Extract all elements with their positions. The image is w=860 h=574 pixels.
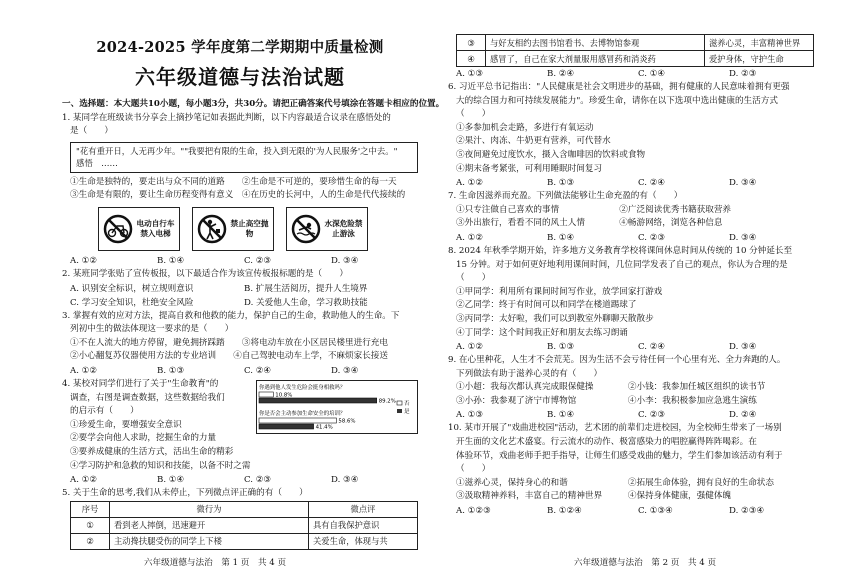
exam-title: 2024-2025 学年度第二学期期中质量检测 — [96, 39, 384, 56]
q10-stem-cont: 体验环节，戏曲老师手把手指导，让师生们感受戏曲的魅力，学生们参加该活动有利于 — [456, 450, 783, 461]
q8-stem: 8. 2024 年秋季学期开始，许多地方义务教育学校将课间休息时间从传统的 10 分钟延长至 — [448, 245, 793, 256]
q6-statement-3: ⑤夜间避免过度饮水，摄入含咖啡因的饮料或食物 — [456, 149, 646, 160]
q4-option-b: B. ①④ — [157, 475, 185, 486]
q9-option-a: A. ①③ — [456, 410, 484, 421]
table-cell: ① — [71, 517, 110, 533]
survey-bar-chart — [256, 380, 418, 434]
exam-subtitle: 六年级道德与法治试题 — [135, 65, 345, 89]
q1-stem: 1. 某同学在班级读书分享会上摘抄笔记如表据此判断，以下内容最适合议录在感悟处的 — [62, 112, 391, 123]
q7-option-a: A. ①② — [456, 232, 484, 243]
q6-option-c: C. ②④ — [638, 178, 666, 189]
chart-data-label: 10.8% — [275, 392, 293, 399]
q1-option-a: A. ①② — [70, 255, 98, 266]
q8-statement-1: ①甲同学：利用所有课间时间写作业，放学回家打游戏 — [456, 286, 663, 297]
q7-statement-1: ①只专注做自己喜欢的事情 ②广泛阅读优秀书籍获取营养 — [456, 204, 732, 215]
q3-option-a: A. ①② — [70, 365, 98, 376]
q9-options — [448, 408, 820, 422]
q7-stem: 7. 生命因滋养而充盈。下列做法能够让生命充盈的有（ ） — [448, 191, 683, 202]
q6-statement-2: ②果汁、肉冻、牛奶更有营养，可代替水 — [456, 136, 611, 147]
table-header-cell: 微点评 — [309, 501, 418, 517]
q10-stem-cont: （ ） — [456, 464, 491, 475]
q2-option-b: B. 扩展生活阅历，提升人生境界 — [244, 283, 368, 294]
q4-statement-2: ②要学会向他人求助，挖掘生命的力量 — [70, 433, 217, 444]
sign-label: 禁止高空抛物 — [230, 218, 269, 238]
table-cell: 感冒了，自己在家大剂量服用感冒药和消炎药 — [486, 51, 705, 67]
q9-option-b: B. ①④ — [547, 410, 575, 421]
q3-option-d: D. ③④ — [331, 365, 359, 376]
table-row — [71, 517, 418, 533]
table-cell: 爱护身体，守护生命 — [705, 51, 814, 67]
q1-quote-tail: 感悟 …… — [76, 158, 118, 169]
sign-no-swimming — [286, 207, 368, 251]
q10-option-c: C. ①③④ — [638, 506, 673, 517]
q10-stem-cont: 开生面的文化艺术盛宴。行云流水的动作、极富感染力的唱腔赢得阵阵喝彩。在 — [456, 437, 757, 448]
sign-no-ebike-elevator — [98, 207, 180, 251]
table-cell: ③ — [457, 35, 486, 51]
survey-chart-svg — [257, 381, 417, 433]
q8-statement-3: ③丙同学：太好啦，我们可以到教室外聊聊天散散步 — [456, 313, 654, 324]
chart-bar-yes — [259, 424, 314, 429]
q4-option-d: D. ③④ — [331, 475, 359, 486]
q2-options-row-1 — [62, 282, 418, 296]
chart-category-label: 你是否会主动参加生命安全的培训？ — [259, 410, 346, 417]
q9-option-d: D. ②④ — [729, 410, 757, 421]
q3-option-b: B. ①③ — [157, 365, 185, 376]
q4-statement-1: ①珍爱生命，要增强安全意识 — [70, 419, 182, 430]
q8-option-b: B. ①③ — [547, 342, 575, 353]
q6-stem-cont: 大的综合国力和可持续发展能力"。珍爱生命，请你在以下选项中选出健康的生活方式 — [456, 95, 778, 106]
q8-stem-cont: （ ） — [456, 273, 491, 284]
q5-table — [70, 501, 418, 550]
q1-safety-signs — [62, 207, 418, 251]
legend-label-yes: 是 — [404, 408, 410, 415]
q3-statement-1: ①不在人流大的地方停留，避免拥挤踩踏 ③将电动车放在小区居民楼里进行充电 — [70, 337, 388, 348]
q8-statement-2: ②乙同学：终于有时间可以和同学在楼道踢球了 — [456, 300, 637, 311]
table-header-cell: 序号 — [71, 501, 110, 517]
q7-option-c: C. ②③ — [638, 232, 666, 243]
q10-option-d: D. ②③④ — [729, 506, 765, 517]
q7-option-b: B. ①④ — [547, 232, 575, 243]
sign-label: 水深危险禁止游泳 — [324, 218, 363, 238]
q4-option-a: A. ①② — [70, 475, 98, 486]
q6-options — [448, 176, 820, 190]
q9-statement-2: ③小孙：我参观了济宁市博物馆 ④小李：我积极参加应急逃生演练 — [456, 395, 757, 406]
table-cell: 主动搀扶腿受伤的同学上下楼 — [110, 533, 309, 549]
q1-statement-2: ③生命是有限的，要让生命历程变得有意义 ④在历史的长河中，人的生命是代代接续的 — [70, 190, 406, 201]
q5-option-d: D. ②③ — [729, 69, 757, 79]
q5-stem: 5. 关于生命的思考,我们从未停止，下列微点评正确的有（ ） — [62, 488, 308, 499]
q4-block — [62, 378, 418, 446]
table-cell: 滋养心灵，丰富精神世界 — [705, 35, 814, 51]
q1-option-d: D. ③④ — [331, 255, 359, 266]
q2-option-d: D. 关爱他人生命，学习救助技能 — [244, 297, 368, 308]
chart-category-label: 你遇到他人发生危险会挺身相救吗？ — [259, 384, 346, 391]
table-cell: 与好友相约去图书馆看书、去博物馆参观 — [486, 35, 705, 51]
q1-options — [62, 254, 418, 268]
q9-option-c: C. ②③ — [638, 410, 666, 421]
table-header-row — [71, 501, 418, 517]
q5-option-a: A. ①③ — [456, 69, 484, 79]
q8-stem-cont: 15 分钟。对于如何更好地利用课间时间，几位同学发表了自己的观点，你认为合理的是 — [456, 259, 788, 270]
q1-statement-1: ①生命是独特的，要走出与众不同的道路 ②生命是不可逆的，要珍惜生命的每一天 — [70, 176, 397, 187]
q8-option-c: C. ②④ — [638, 342, 666, 353]
q8-options — [448, 340, 820, 354]
q2-option-a: A. 识别安全标识，树立规则意识 — [70, 283, 194, 294]
q7-option-d: D. ③④ — [729, 232, 757, 243]
q1-option-c: C. ②③ — [244, 255, 272, 266]
q1-stem-cont: 是（ ） — [70, 126, 113, 137]
chart-data-label: 58.6% — [338, 418, 356, 425]
q4-stem-cont: 的启示有（ ） — [70, 406, 139, 417]
no-ebike-icon — [103, 214, 133, 244]
q6-option-b: B. ①③ — [547, 178, 575, 189]
q2-option-c: C. 学习安全知识，杜绝安全风险 — [70, 297, 194, 308]
q8-option-a: A. ①② — [456, 342, 484, 353]
q8-option-d: D. ③④ — [729, 342, 757, 353]
q3-stem-cont: 列初中生的做法体现这一要求的是（ ） — [70, 324, 234, 335]
q6-stem: 6. 习近平总书记指出："人民健康是社会文明进步的基础，拥有健康的人民意味着拥有更强 — [448, 82, 790, 92]
q5-options — [448, 67, 820, 81]
chart-bar-no — [259, 418, 336, 423]
q5-table-continued — [456, 34, 814, 67]
q3-stem: 3. 掌握有效的应对方法，提高自救和他救的能力，保护自己的生命，救助他人的生命。下 — [62, 310, 400, 321]
q6-statement-4: ④期末备考紧张，可利用睡眠时间复习 — [456, 163, 603, 174]
q2-stem: 2. 某班同学张贴了宣传板报，以下最适合作为该宣传板报标题的是（ ） — [62, 268, 348, 279]
q4-stem-cont: 调查，右图是调查数据，这些数据给我们 — [70, 392, 225, 403]
sign-no-throwing — [192, 207, 274, 251]
q9-statement-1: ①小超：我每次都认真完成眼保健操 ②小钱：我参加任城区组织的读书节 — [456, 382, 766, 393]
q10-option-a: A. ①②③ — [456, 506, 491, 517]
table-cell: 具有自我保护意识 — [309, 517, 418, 533]
q1-option-b: B. ①④ — [157, 255, 185, 266]
table-row — [457, 35, 814, 51]
q10-stem: 10. 某市开展了"戏曲进校园"活动，艺术团的前辈们走进校园，为全校师生带来了一场别 — [448, 423, 782, 434]
table-cell: 关爱生命，体现与共 — [309, 533, 418, 549]
q6-option-a: A. ①② — [456, 178, 484, 189]
q5-option-b: B. ②④ — [547, 69, 575, 79]
q6-statement-1: ①多参加机会走路，多进行有氧运动 — [456, 122, 594, 133]
q10-statement-2: ③汲取精神养料，丰富自己的精神世界 ④保持身体健康，强健体魄 — [456, 491, 732, 502]
table-header-cell: 微行为 — [110, 501, 309, 517]
q3-statement-2: ②小心翻复苏仪器使用方法的专业培训 ④自己驾驶电动车上学，不麻烦家长接送 — [70, 351, 388, 362]
q10-option-b: B. ①②④ — [547, 506, 582, 517]
q2-options-row-2 — [62, 296, 418, 310]
sign-label: 电动自行车禁入电梯 — [136, 218, 175, 238]
q4-statement-3: ③要养成健康的生活方式，活出生命的精彩 — [70, 446, 234, 457]
chart-bar-no — [259, 392, 273, 397]
q4-statement-4: ④学习防护和急救的知识和技能，以备不时之需 — [70, 460, 251, 471]
table-row — [457, 51, 814, 67]
legend-label-no: 否 — [404, 400, 410, 407]
chart-data-label: 41.4% — [315, 424, 333, 431]
q10-statement-1: ①滋养心灵，保持身心的和谐 ②拓展生命体验，拥有良好的生命状态 — [456, 477, 774, 488]
page-footer: 六年级道德与法治 第 2 页 共 4 页 — [573, 558, 717, 568]
table-row — [71, 533, 418, 549]
no-throwing-icon — [197, 214, 227, 244]
q6-option-d: D. ③④ — [729, 178, 757, 189]
q7-statement-2: ③外出旅行，看看不同的风土人情 ④畅游网络，浏览各种信息 — [456, 218, 723, 229]
chart-data-label: 89.2% — [378, 398, 396, 405]
q1-quote-box — [70, 142, 418, 173]
q10-options — [448, 504, 820, 518]
q6-stem-cont: （ ） — [456, 109, 491, 120]
q4-options — [62, 473, 418, 487]
chart-bar-yes — [259, 398, 377, 403]
q5-option-c: C. ①④ — [638, 69, 666, 79]
table-cell: ② — [71, 533, 110, 549]
page-2 — [430, 0, 860, 574]
q4-option-c: C. ②③ — [244, 475, 272, 486]
q3-option-c: C. ②④ — [244, 365, 272, 376]
q9-stem-cont: 下列做法有助于滋养心灵的有（ ） — [456, 368, 603, 379]
legend-swatch-yes — [397, 409, 402, 413]
q7-options — [448, 231, 820, 245]
q3-options — [62, 364, 418, 378]
no-swimming-icon — [291, 214, 321, 244]
q9-stem: 9. 在心里种花，人生才不会荒芜。因为生活不会亏待任何一个心里有光、全力奔跑的人。 — [448, 355, 786, 366]
q1-quote: "花有重开日，人无再少年。""我要把有限的生命，投入到无限的'为人民服务'之中去。" — [76, 145, 398, 156]
table-cell: ④ — [457, 51, 486, 67]
page-footer: 六年级道德与法治 第 1 页 共 4 页 — [143, 558, 287, 568]
q4-stem: 4. 某校对同学们进行了关于"生命教育"的 — [62, 378, 219, 389]
q8-statement-4: ④丁同学：这个时间我正好和朋友去练习朗诵 — [456, 327, 628, 338]
section-instruction: 一、选择题：本大题共10小题，每小题3分，共30分。请把正确答案代号填涂在答题卡相应的位置。 — [62, 99, 445, 109]
legend-swatch-no — [397, 401, 402, 405]
table-cell: 看到老人摔倒，迅速避开 — [110, 517, 309, 533]
